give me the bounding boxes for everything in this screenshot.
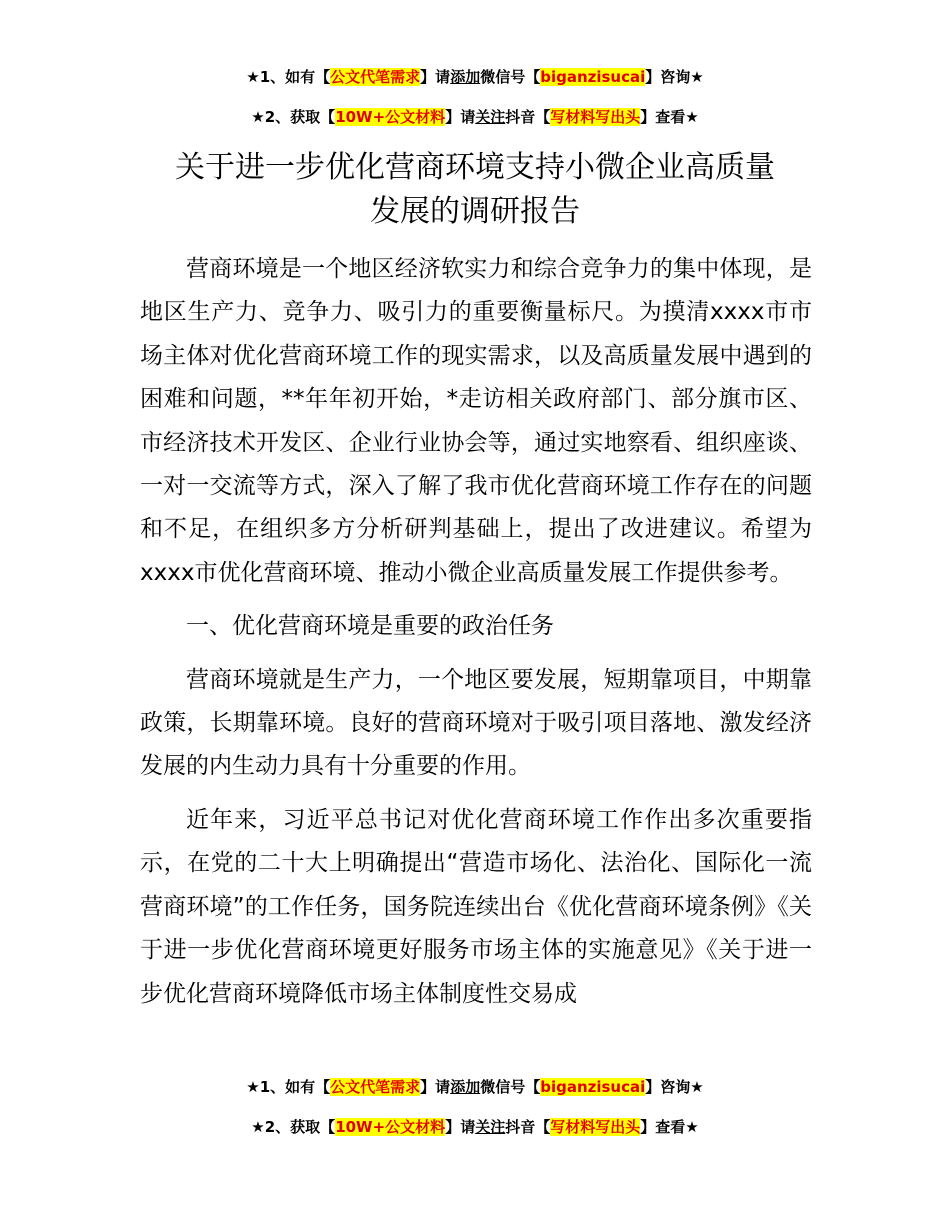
top-banner-line-2 (0, 106, 950, 128)
title-line-2: 发展的调研报告 (370, 194, 580, 229)
top-banner-line-1 (0, 66, 950, 88)
banner-highlight-wechat: biganzisucai (540, 1078, 646, 1096)
banner-mid: 微信号【 (480, 68, 541, 86)
banner-mid: 】请 (420, 68, 451, 86)
banner-prefix: ★1、如有【 (246, 68, 331, 86)
paragraph-intro: 营商环境是一个地区经济软实力和综合竞争力的集中体现，是地区生产力、竞争力、吸引力的重要衡量标尺。为摸清xxxx市市场主体对优化营商环境工作的现实需求，以及高质量发展中遇到的困难和问题，**年年初开始，*走访相关政府部门、部分旗市区、市经济技术开发区、企业行业协会等，通过实地察看、组织座谈、一对一交流等方式，深入了解了我市优化营商环境工作存在的问题和不足，在组织多方分析研判基础上，提出了改进建议。希望为xxxx市优化营商环境、推动小微企业高质量发展工作提供参考。 (140, 256, 812, 586)
banner-mid: 抖音【 (505, 1118, 551, 1136)
banner-suffix: 】咨询★ (645, 1078, 704, 1096)
document-title (100, 146, 850, 234)
banner-highlight-materials: 10W+公文材料 (335, 108, 446, 126)
banner-mid: 微信号【 (480, 1078, 541, 1096)
document-body (140, 248, 812, 1016)
banner-suffix: 】咨询★ (645, 68, 704, 86)
banner-prefix: ★2、获取【 (251, 1118, 336, 1136)
banner-highlight-douyin: 写材料写出头 (550, 1118, 641, 1136)
banner-highlight-wechat: biganzisucai (540, 68, 646, 86)
banner-mid: 】请 (445, 1118, 476, 1136)
bottom-banner-line-2 (0, 1116, 950, 1138)
section-heading-1: 一、优化营商环境是重要的政治任务 (186, 613, 554, 640)
banner-prefix: ★2、获取【 (251, 108, 336, 126)
banner-underline: 添加 (450, 1078, 481, 1096)
banner-suffix: 】查看★ (640, 108, 699, 126)
banner-prefix: ★1、如有【 (246, 1078, 331, 1096)
banner-highlight-douyin: 写材料写出头 (550, 108, 641, 126)
banner-suffix: 】查看★ (640, 1118, 699, 1136)
banner-mid: 】请 (420, 1078, 451, 1096)
banner-underline: 关注 (475, 108, 506, 126)
banner-highlight-materials: 10W+公文材料 (335, 1118, 446, 1136)
paragraph-3: 近年来，习近平总书记对优化营商环境工作作出多次重要指示，在党的二十大上明确提出“营造市场化、法治化、国际化一流营商环境”的工作任务，国务院连续出台《优化营商环境条例》《关于进一步优化营商环境更好服务市场主体的实施意见》《关于进一步优化营商环境降低市场主体制度性交易成 (140, 806, 812, 1007)
banner-mid: 】请 (445, 108, 476, 126)
banner-underline: 关注 (475, 1118, 506, 1136)
bottom-banner-line-1 (0, 1076, 950, 1098)
banner-highlight-service: 公文代笔需求 (330, 1078, 421, 1096)
banner-mid: 抖音【 (505, 108, 551, 126)
banner-highlight-service: 公文代笔需求 (330, 68, 421, 86)
paragraph-2: 营商环境就是生产力，一个地区要发展，短期靠项目，中期靠政策，长期靠环境。良好的营商环境对于吸引项目落地、激发经济发展的内生动力具有十分重要的作用。 (140, 666, 812, 780)
banner-underline: 添加 (450, 68, 481, 86)
title-line-1: 关于进一步优化营商环境支持小微企业高质量 (175, 150, 775, 185)
